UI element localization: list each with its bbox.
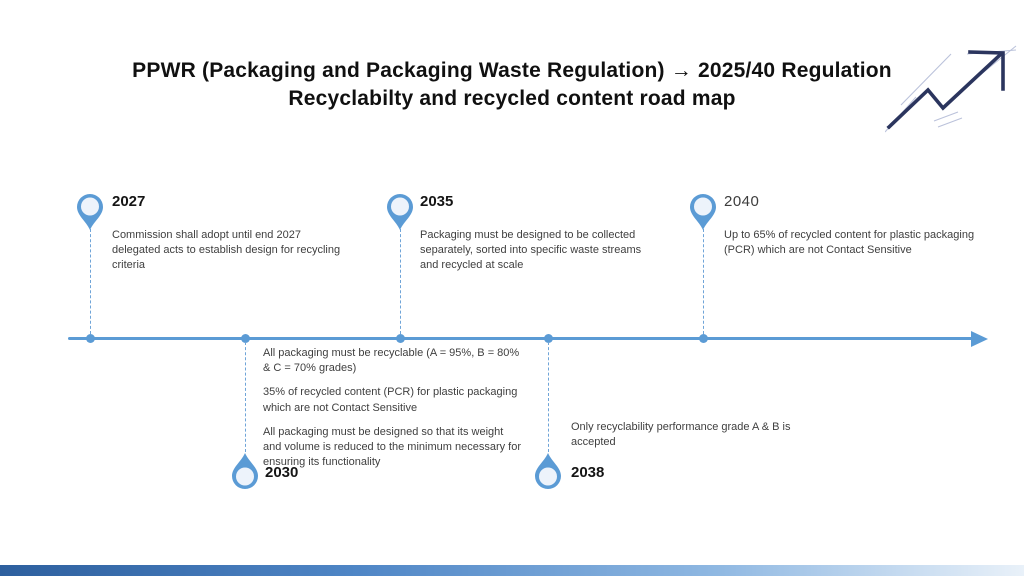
timeline-dot: [396, 334, 405, 343]
connector-line: [703, 229, 704, 334]
milestone-year-2040: 2040: [724, 193, 760, 210]
growth-arrow-icon: [885, 33, 1017, 135]
milestone-desc-2035: Packaging must be designed to be collected separately, sorted into specific waste streams and recycled at scale: [420, 229, 642, 272]
milestone-year-2027: 2027: [112, 193, 146, 210]
milestone-desc-2040: Up to 65% of recycled content for plastic packaging (PCR) which are not Contact Sensitive: [724, 229, 975, 257]
milestone-desc-2030-item-1: All packaging must be recyclable (A = 95%, B = 80% & C = 70% grades): [263, 347, 520, 375]
milestone-desc-2027: Commission shall adopt until end 2027 delegated acts to establish design for recycling criteria: [112, 229, 341, 272]
milestone-desc-2038: Only recyclability performance grade A & B is accepted: [571, 421, 791, 449]
slide-title: [0, 57, 1024, 114]
timeline-dot: [699, 334, 708, 343]
connector-line: [548, 342, 549, 452]
timeline-axis: [68, 337, 973, 340]
timeline-dot: [86, 334, 95, 343]
milestone-desc-2030-item-2: 35% of recycled content (PCR) for plastic packaging which are not Contact Sensitive: [263, 386, 518, 414]
footer-accent-bar: [0, 565, 1024, 576]
connector-line: [400, 229, 401, 334]
milestone-year-2030: 2030: [265, 464, 299, 481]
map-pin-icon: [76, 193, 104, 231]
milestone-desc-2030: [263, 346, 523, 479]
connector-line: [245, 342, 246, 452]
title-line-2: Recyclabilty and recycled content road map: [288, 87, 736, 111]
map-pin-icon: [689, 193, 717, 231]
milestone-desc-2030-item-3: All packaging must be designed so that its weight and volume is reduced to the minimum necessary for ensuring its functionality: [263, 425, 522, 469]
connector-line: [90, 229, 91, 334]
milestone-year-2038: 2038: [571, 464, 605, 481]
map-pin-icon: [534, 452, 562, 490]
milestone-year-2035: 2035: [420, 193, 454, 210]
timeline-arrowhead-icon: [971, 331, 988, 347]
map-pin-icon: [386, 193, 414, 231]
title-line-1: PPWR (Packaging and Packaging Waste Regulation) → 2025/40 Regulation: [132, 59, 892, 82]
map-pin-icon: [231, 452, 259, 490]
